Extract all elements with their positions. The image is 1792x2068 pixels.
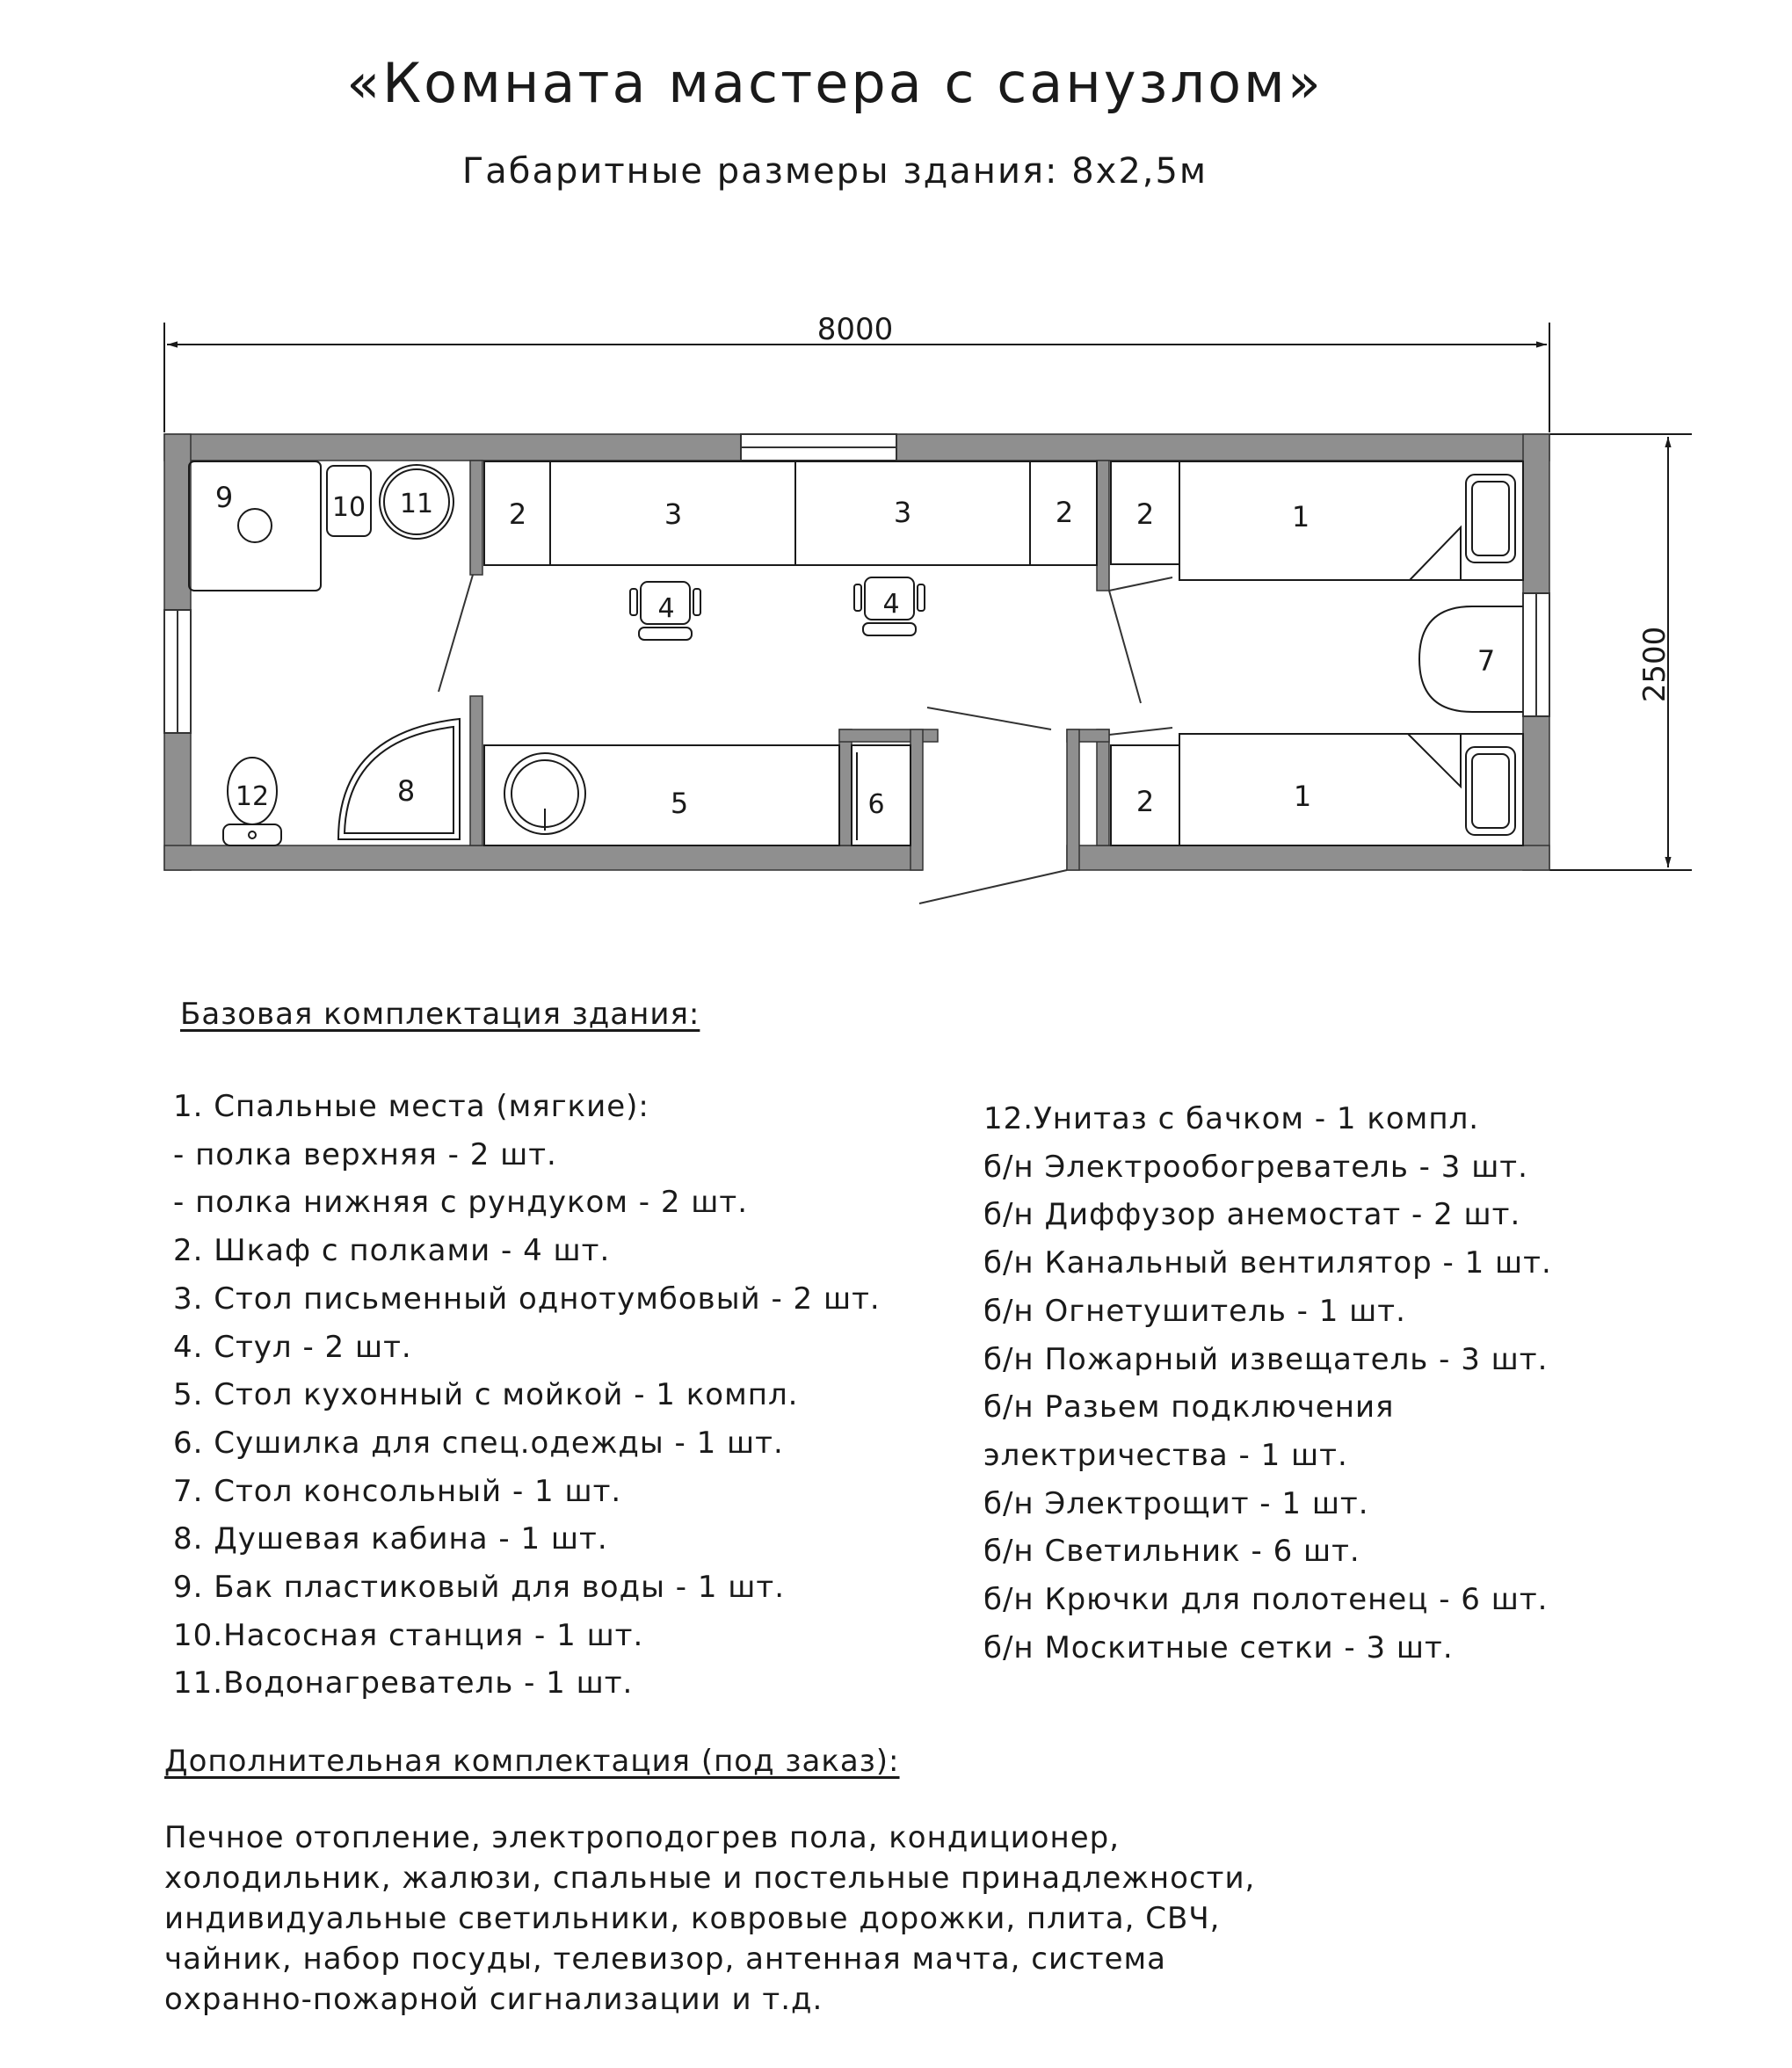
page-subtitle: Габаритные размеры здания: 8х2,5м [461,151,1208,192]
desk-label: 3 [893,496,912,529]
list-item: б/н Диффузор анемостат - 2 шт. [983,1197,1521,1233]
kitchen-table-label: 5 [670,787,689,820]
extra-text: Печное отопление, электроподогрев пола, кондиционер, холодильник, жалюзи, спальные и постельные принадлежности, индивидуальные светильники, ковровые дорожки, плита, СВЧ, чайник, набор посуды, телевизор, антенная мачта, система охранно-пожарной сигнализации и т.д. [164,1820,1256,2017]
cabinet-label: 2 [508,497,527,531]
bed-label: 1 [1291,500,1310,533]
dryer-label: 6 [867,789,885,820]
height-label: 2500 [1637,626,1672,703]
list-item: 6. Сушилка для спец.одежды - 1 шт. [173,1425,784,1461]
partitions [470,461,1109,870]
desk-label: 3 [664,497,683,531]
list-item: 2. Шкаф с полками - 4 шт. [173,1233,611,1269]
list-item: б/н Электрообогреватель - 3 шт. [983,1149,1528,1185]
water-tank [189,461,321,591]
bed-label: 1 [1293,780,1312,813]
list-item: б/н Москитные сетки - 3 шт. [983,1629,1454,1665]
chair-label: 4 [882,589,900,620]
list-item: 4. Стул - 2 шт. [173,1329,412,1365]
list-item: электричества - 1 шт. [983,1437,1348,1473]
list-item: 12.Унитаз с бачком - 1 компл. [983,1101,1480,1136]
console-table [1419,606,1523,712]
base-heading: Базовая комплектация здания: [180,997,700,1032]
water-heater-label: 11 [399,489,434,519]
list-item: б/н Разьем подключения [983,1390,1395,1426]
console-table-label: 7 [1476,644,1496,678]
list-item: б/н Крючки для полотенец - 6 шт. [983,1582,1549,1618]
cabinet-label: 2 [1135,497,1155,531]
extra-heading: Дополнительная комплектация (под заказ): [164,1744,900,1779]
shower-label: 8 [396,774,416,808]
page-title: «Комната мастера с санузлом» [346,51,1324,115]
list-item: б/н Пожарный извещатель - 3 шт. [983,1341,1549,1377]
toilet-label: 12 [235,781,270,812]
list-item: б/н Электрощит - 1 шт. [983,1485,1369,1521]
cabinet-label: 2 [1055,496,1074,529]
list-item: 1. Спальные места (мягкие): [173,1089,649,1124]
workroom-furniture [484,461,1097,845]
floor-plan [0,0,1792,949]
chair-label: 4 [657,593,675,624]
width-label: 8000 [816,312,894,347]
base-list-right [983,1095,1552,1672]
list-item: - полка верхняя - 2 шт. [173,1136,557,1172]
list-item: б/н Огнетушитель - 1 шт. [983,1293,1406,1329]
pump-label: 10 [331,492,366,523]
desk-2 [795,461,1030,565]
list-item: - полка нижняя с рундуком - 2 шт. [173,1185,749,1221]
list-item: 3. Стол письменный однотумбовый - 2 шт. [173,1281,881,1317]
list-item: 7. Стол консольный - 1 шт. [173,1473,622,1509]
list-item: б/н Светильник - 6 шт. [983,1534,1360,1570]
base-list-left [173,1083,881,1708]
water-tank-label: 9 [214,481,234,514]
list-item: 11.Водонагреватель - 1 шт. [173,1665,634,1702]
list-item: б/н Канальный вентилятор - 1 шт. [983,1245,1552,1281]
list-item: 5. Стол кухонный с мойкой - 1 компл. [173,1377,799,1413]
list-item: 9. Бак пластиковый для воды - 1 шт. [173,1570,786,1606]
cabinet-label: 2 [1135,785,1155,818]
list-item: 10.Насосная станция - 1 шт. [173,1617,644,1653]
list-item: 8. Душевая кабина - 1 шт. [173,1521,608,1557]
sleeping-room-furniture [1111,461,1523,845]
